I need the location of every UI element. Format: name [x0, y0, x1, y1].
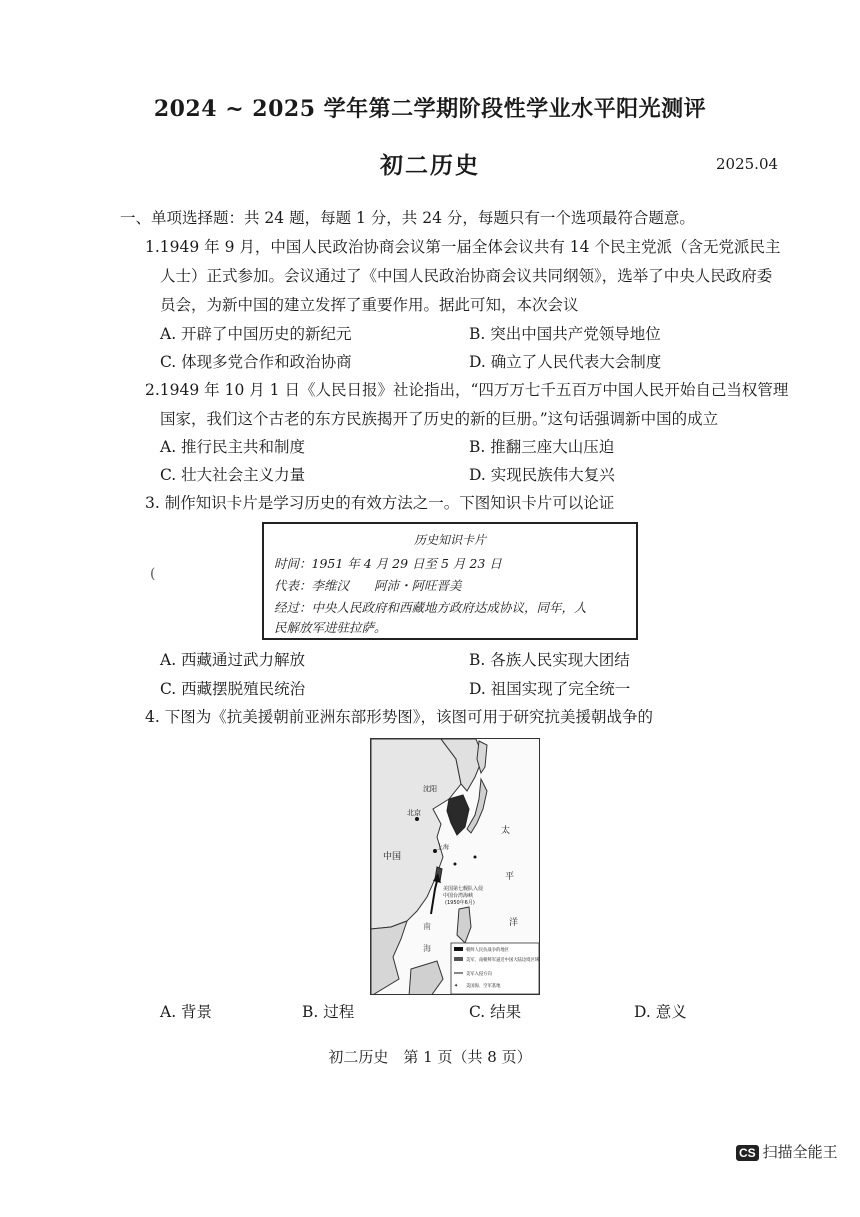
card-time: 时间：1951 年 4 月 29 日至 5 月 23 日: [274, 556, 502, 571]
scanner-watermark-text: 扫描全能王: [762, 1144, 838, 1161]
map-label-beijing: 北京: [407, 809, 421, 817]
knowledge-card: [262, 522, 638, 640]
q3-option-d: D. 祖国实现了完全统一: [469, 680, 631, 698]
q3-option-a: A. 西藏通过武力解放: [160, 651, 306, 669]
map-southeast-land: [371, 921, 407, 995]
q3-stem: 3. 制作知识卡片是学习历史的有效方法之一。下图知识卡片可以论证: [145, 494, 615, 512]
card-representatives: 代表：李维汉 阿沛・阿旺晋美: [274, 578, 462, 593]
scanner-watermark: [736, 1141, 838, 1162]
map-legend-item-3: 美军入侵方向: [466, 972, 492, 977]
map-label-china: 中国: [383, 852, 402, 862]
q1-stem-line3: 员会，为新中国的建立发挥了重要作用。据此可知，本次会议: [160, 296, 579, 314]
q1-option-c: C. 体现多党合作和政治协商: [160, 353, 352, 371]
page-footer: 初二历史 第 1 页（共 8 页）: [328, 1048, 532, 1066]
map-label-fleet-2: 中国台湾海峡: [443, 893, 474, 899]
map-label-nanhai-2: 海: [423, 944, 431, 953]
map-korea-peninsula: [447, 795, 469, 835]
east-asia-map: [370, 738, 540, 995]
q4-option-c: C. 结果: [469, 1003, 522, 1021]
q1-stem-line1: 1.1949 年 9 月，中国人民政治协商会议第一届全体会议共有 14 个民主党派（含无党派民主: [145, 238, 781, 256]
map-label-pacific-2: 平: [505, 872, 515, 882]
map-japan: [467, 779, 487, 833]
q2-stem-line1: 2.1949 年 10 月 1 日《人民日报》社论指出，“四万万七千五百万中国人民开始自己当权管理: [145, 381, 789, 399]
map-philippines: [457, 907, 471, 943]
q1-option-d: D. 确立了人民代表大会制度: [469, 353, 662, 371]
q2-stem-line2: 国家，我们这个古老的东方民族揭开了历史的新的巨册。”这句话强调新中国的成立: [160, 410, 719, 428]
section-heading: 一、单项选择题：共 24 题，每题 1 分，共 24 分，每题只有一个选项最符合题意。: [120, 209, 695, 227]
q1-option-b: B. 突出中国共产党领导地位: [469, 325, 661, 343]
map-marker-beijing: [415, 817, 419, 821]
q4-stem: 4. 下图为《抗美援朝前亚洲东部形势图》，该图可用于研究抗美援朝战争的: [145, 708, 653, 726]
q3-option-c: C. 西藏摆脱殖民统治: [160, 680, 306, 698]
exam-title: 2024 ~ 2025 学年第二学期阶段性学业水平阳光测评: [153, 96, 707, 122]
map-label-pacific-1: 太: [501, 826, 511, 836]
q2-option-c: C. 壮大社会主义力量: [160, 466, 306, 484]
card-process-line1: 经过：中央人民政府和西藏地方政府达成协议，同年，人: [274, 600, 587, 615]
scanner-logo-icon: CS: [736, 1145, 759, 1161]
map-label-pacific-3: 洋: [509, 918, 519, 928]
map-legend-item-4: 美国海、空军基地: [466, 984, 501, 989]
q1-stem-line2: 人士）正式参加。会议通过了《中国人民政治协商会议共同纲领》，选举了中央人民政府委: [160, 267, 773, 285]
exam-date: 2025.04: [716, 155, 779, 173]
q2-option-b: B. 推翻三座大山压迫: [469, 438, 615, 456]
map-legend-item-2: 美军、南朝鲜军逼近中国大陆边境区域: [466, 958, 540, 963]
q4-option-a: A. 背景: [160, 1003, 213, 1021]
map-label-fleet-3: (1950年6月): [445, 900, 475, 906]
map-label-fleet: 美国第七舰队入侵: [443, 886, 484, 892]
q4-option-b: B. 过程: [302, 1003, 355, 1021]
map-legend-item-1: 朝鲜人民抗战争的地区: [466, 948, 509, 953]
q3-option-b: B. 各族人民实现大团结: [469, 651, 630, 669]
map-label-shenyang: 沈阳: [423, 785, 437, 793]
map-borneo: [409, 961, 443, 995]
map-label-nanhai-1: 南: [423, 922, 431, 931]
q2-option-d: D. 实现民族伟大复兴: [469, 466, 615, 484]
stray-mark: (: [150, 566, 156, 582]
q1-option-a: A. 开辟了中国历史的新纪元: [160, 325, 352, 343]
q4-option-d: D. 意义: [634, 1003, 687, 1021]
svg-text:✦: ✦: [454, 983, 459, 989]
subject-title: 初二历史: [380, 152, 480, 179]
card-title: 历史知识卡片: [413, 533, 486, 547]
card-process-line2: 民解放军进驻拉萨。: [274, 620, 387, 635]
q2-option-a: A. 推行民主共和制度: [160, 438, 306, 456]
map-label-shanghai: 上海: [437, 844, 450, 851]
